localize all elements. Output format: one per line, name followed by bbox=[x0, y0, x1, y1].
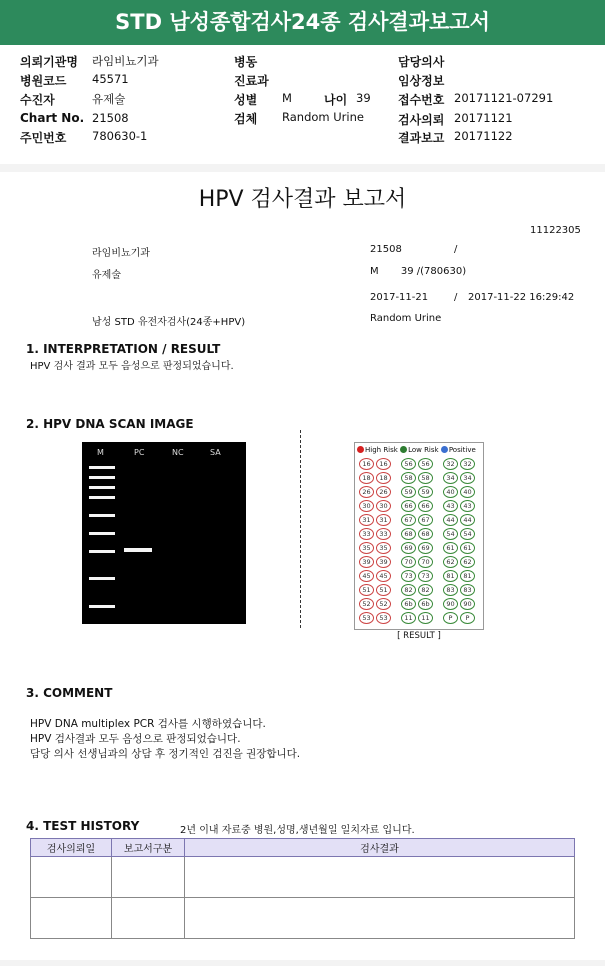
hpv-type-cell: 30 bbox=[376, 500, 391, 512]
hpv-type-cell: 26 bbox=[376, 486, 391, 498]
hpv-type-cell: 58 bbox=[418, 472, 433, 484]
hpv-type-cell: 16 bbox=[359, 458, 374, 470]
hpv-type-cell: 90 bbox=[443, 598, 458, 610]
separator: / bbox=[454, 244, 458, 255]
hpv-type-cell: 73 bbox=[418, 570, 433, 582]
hpv-type-cell: 81 bbox=[443, 570, 458, 582]
hpv-type-cell: 45 bbox=[376, 570, 391, 582]
info-label: 병동 bbox=[234, 55, 258, 69]
history-header: 검사의뢰일 bbox=[31, 839, 112, 857]
hpv-type-cell: 61 bbox=[443, 542, 458, 554]
hpv-type-cell: 66 bbox=[401, 500, 416, 512]
hpv-type-cell: 53 bbox=[376, 612, 391, 624]
comment-line: HPV 검사결과 모두 음성으로 판정되었습니다. bbox=[30, 733, 241, 745]
info-value: 45571 bbox=[92, 72, 129, 86]
marker-band bbox=[89, 486, 115, 489]
info-value: 39 bbox=[356, 91, 371, 105]
hpv-type-cell: 39 bbox=[359, 556, 374, 568]
scan-legend bbox=[357, 446, 476, 454]
hpv-type-cell: 32 bbox=[443, 458, 458, 470]
patient-name: 유제술 bbox=[92, 270, 121, 281]
hpv-type-cell: 26 bbox=[359, 486, 374, 498]
section-comment: 3. COMMENT bbox=[26, 686, 113, 700]
marker-band bbox=[89, 605, 115, 608]
report-header bbox=[0, 0, 605, 45]
hpv-type-cell: 66 bbox=[418, 500, 433, 512]
hpv-type-cell: 62 bbox=[460, 556, 475, 568]
hpv-type-cell: 56 bbox=[401, 458, 416, 470]
high-risk-dot bbox=[357, 446, 364, 453]
info-value: Random Urine bbox=[282, 110, 364, 124]
hpv-type-cell: 70 bbox=[418, 556, 433, 568]
comment-text bbox=[30, 717, 300, 762]
pc-band bbox=[124, 548, 152, 552]
hpv-type-cell: 44 bbox=[460, 514, 475, 526]
hpv-type-cell: 68 bbox=[418, 528, 433, 540]
hpv-type-cell: 39 bbox=[376, 556, 391, 568]
hpv-type-cell: 90 bbox=[460, 598, 475, 610]
hpv-type-cell: 6b bbox=[418, 598, 433, 610]
hpv-type-cell: 40 bbox=[460, 486, 475, 498]
marker-band bbox=[89, 514, 115, 517]
lane-label: SA bbox=[210, 448, 221, 457]
info-label: 의뢰기관명 bbox=[20, 55, 78, 69]
legend-positive: Positive bbox=[448, 446, 476, 454]
document-title: HPV 검사결과 보고서 bbox=[198, 187, 407, 212]
divider bbox=[300, 430, 301, 628]
hpv-type-cell: 43 bbox=[460, 500, 475, 512]
positive-dot bbox=[441, 446, 448, 453]
hpv-type-cell: 51 bbox=[359, 584, 374, 596]
history-table bbox=[30, 838, 575, 939]
section-test-history: 4. TEST HISTORY bbox=[26, 819, 140, 833]
marker-band bbox=[89, 476, 115, 479]
hpv-type-cell: 35 bbox=[359, 542, 374, 554]
low-risk-dot bbox=[400, 446, 407, 453]
hpv-type-cell: 82 bbox=[401, 584, 416, 596]
hpv-type-cell: 11 bbox=[401, 612, 416, 624]
info-label: 성별 bbox=[234, 93, 258, 107]
hpv-type-cell: 68 bbox=[401, 528, 416, 540]
scan-result-panel bbox=[354, 442, 484, 630]
marker-band bbox=[89, 496, 115, 499]
hpv-type-cell: 18 bbox=[376, 472, 391, 484]
hpv-type-cell: 32 bbox=[460, 458, 475, 470]
info-label: 결과보고 bbox=[398, 131, 445, 145]
table-row bbox=[31, 857, 575, 898]
info-label: 주민번호 bbox=[20, 131, 67, 145]
hpv-type-cell: 40 bbox=[443, 486, 458, 498]
gel-image bbox=[82, 442, 246, 624]
history-note: 2년 이내 자료중 병원,성명,생년월일 일치자료 입니다. bbox=[180, 825, 415, 836]
hpv-type-cell: 11 bbox=[418, 612, 433, 624]
hpv-type-cell: 53 bbox=[359, 612, 374, 624]
info-value: 780630-1 bbox=[92, 129, 148, 143]
report-sheet bbox=[0, 172, 605, 960]
info-label: 담당의사 bbox=[398, 55, 445, 69]
hpv-type-cell: 81 bbox=[460, 570, 475, 582]
hpv-type-cell: 31 bbox=[359, 514, 374, 526]
hpv-type-cell: 54 bbox=[460, 528, 475, 540]
hpv-type-cell: 67 bbox=[418, 514, 433, 526]
info-value: 라임비뇨기과 bbox=[92, 54, 159, 68]
hpv-type-cell: P bbox=[443, 612, 458, 624]
hpv-type-cell: 30 bbox=[359, 500, 374, 512]
hpv-type-cell: 82 bbox=[418, 584, 433, 596]
hpv-type-cell: 33 bbox=[376, 528, 391, 540]
info-label: 임상정보 bbox=[398, 74, 445, 88]
hpv-type-cell: 59 bbox=[418, 486, 433, 498]
info-value: 20171121-07291 bbox=[454, 91, 554, 105]
separator: / bbox=[454, 292, 458, 303]
hpv-type-cell: 16 bbox=[376, 458, 391, 470]
section-interpretation: 1. INTERPRETATION / RESULT bbox=[26, 342, 221, 356]
info-value: 20171121 bbox=[454, 111, 513, 125]
info-label: 진료과 bbox=[234, 74, 269, 88]
hpv-type-cell: 54 bbox=[443, 528, 458, 540]
report-title: STD 남성종합검사24종 검사결과보고서 bbox=[115, 10, 490, 34]
interpretation-text: HPV 검사 결과 모두 음성으로 판정되었습니다. bbox=[30, 361, 234, 372]
legend-high: High Risk bbox=[365, 446, 398, 454]
hpv-type-cell: 83 bbox=[443, 584, 458, 596]
info-label: 병원코드 bbox=[20, 74, 67, 88]
hpv-type-cell: 45 bbox=[359, 570, 374, 582]
hpv-type-cell: 52 bbox=[359, 598, 374, 610]
report-date: 2017-11-22 16:29:42 bbox=[468, 292, 575, 303]
hpv-type-cell: 34 bbox=[443, 472, 458, 484]
legend-low: Low Risk bbox=[408, 446, 439, 454]
info-value: M bbox=[282, 91, 292, 105]
marker-band bbox=[89, 577, 115, 580]
history-header: 보고서구분 bbox=[112, 839, 185, 857]
hpv-type-cell: 73 bbox=[401, 570, 416, 582]
request-date: 2017-11-21 bbox=[370, 292, 429, 303]
hpv-type-cell: 69 bbox=[418, 542, 433, 554]
lane-label: NC bbox=[172, 448, 184, 457]
hpv-type-cell: 34 bbox=[460, 472, 475, 484]
marker-band bbox=[89, 550, 115, 553]
hpv-type-cell: P bbox=[460, 612, 475, 624]
hpv-type-cell: 44 bbox=[443, 514, 458, 526]
hpv-type-cell: 33 bbox=[359, 528, 374, 540]
hpv-type-cell: 59 bbox=[401, 486, 416, 498]
marker-band bbox=[89, 466, 115, 469]
info-value: 21508 bbox=[92, 111, 129, 125]
hpv-type-cell: 18 bbox=[359, 472, 374, 484]
comment-line: HPV DNA multiplex PCR 검사를 시행하였습니다. bbox=[30, 718, 266, 730]
section-scan-image: 2. HPV DNA SCAN IMAGE bbox=[26, 417, 194, 431]
sex-age: M 39 /(780630) bbox=[370, 266, 467, 277]
info-label: 접수번호 bbox=[398, 93, 445, 107]
hpv-type-cell: 31 bbox=[376, 514, 391, 526]
hospital-name: 라임비뇨기과 bbox=[92, 248, 150, 259]
hpv-type-cell: 43 bbox=[443, 500, 458, 512]
hpv-type-cell: 58 bbox=[401, 472, 416, 484]
hpv-type-cell: 70 bbox=[401, 556, 416, 568]
test-name: 남성 STD 유전자검사(24종+HPV) bbox=[92, 317, 246, 328]
report-id: 11122305 bbox=[530, 225, 581, 236]
hpv-type-cell: 35 bbox=[376, 542, 391, 554]
info-value: 유제술 bbox=[92, 92, 126, 106]
info-value: 20171122 bbox=[454, 129, 513, 143]
hpv-type-cell: 52 bbox=[376, 598, 391, 610]
info-label: 검체 bbox=[234, 112, 258, 126]
hpv-type-cell: 51 bbox=[376, 584, 391, 596]
lane-label: PC bbox=[134, 448, 145, 457]
specimen: Random Urine bbox=[370, 313, 442, 324]
result-caption: [ RESULT ] bbox=[397, 631, 441, 641]
marker-band bbox=[89, 532, 115, 535]
table-row bbox=[31, 898, 575, 939]
hpv-type-cell: 6b bbox=[401, 598, 416, 610]
info-label: 검사의뢰 bbox=[398, 113, 445, 127]
hpv-type-cell: 61 bbox=[460, 542, 475, 554]
hpv-type-cell: 83 bbox=[460, 584, 475, 596]
lane-label: M bbox=[97, 448, 104, 457]
hpv-type-cell: 56 bbox=[418, 458, 433, 470]
chart-number: 21508 bbox=[370, 244, 402, 255]
hpv-type-cell: 67 bbox=[401, 514, 416, 526]
hpv-type-cell: 69 bbox=[401, 542, 416, 554]
hpv-type-cell: 62 bbox=[443, 556, 458, 568]
comment-line: 담당 의사 선생님과의 상담 후 정기적인 검진을 권장합니다. bbox=[30, 748, 301, 760]
info-label: 나이 bbox=[324, 93, 348, 107]
patient-info bbox=[0, 45, 605, 164]
history-header: 검사결과 bbox=[185, 839, 575, 857]
info-label: 수진자 bbox=[20, 93, 55, 107]
info-label: Chart No. bbox=[20, 111, 85, 125]
